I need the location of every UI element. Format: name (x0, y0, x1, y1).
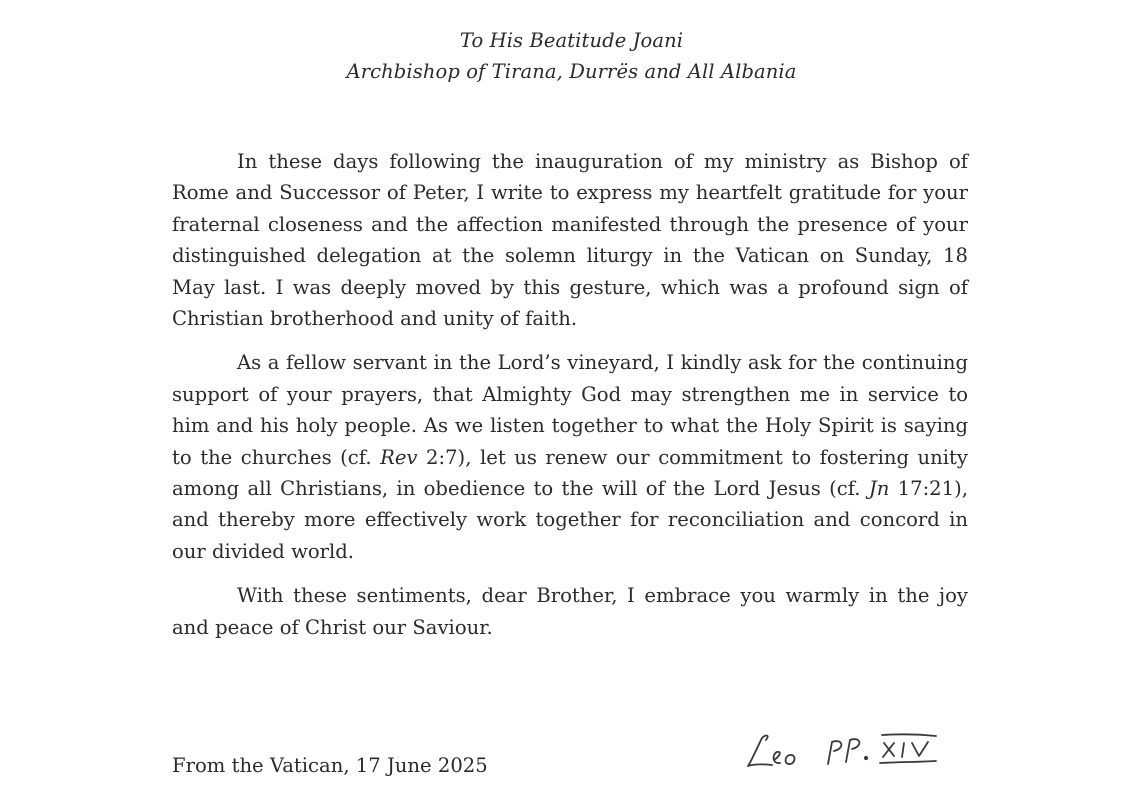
paragraph-1: In these days following the inauguration of my ministry as Bishop of Rome and Successor of Peter, I write to express my heartfelt gratitude for your fraternal closeness and the affection manifested through the presence of your distinguished delegation at the solemn liturgy in the Vatican on Sunday, 18 May last. I was deeply moved by this gesture, which was a profound sign of Christian brotherhood and unity of faith. (172, 150, 968, 331)
signature-image (742, 720, 942, 780)
paragraph-2-part-a: As a fellow servant in the Lord’s vineyard, I kindly ask for the continuing support of your prayers, that Almighty God may strengthen me in service to him and his holy people. As we listen together to what the Holy Spirit is saying to the churches (cf. (172, 351, 968, 469)
scripture-ref-jn: Jn (868, 477, 890, 501)
addressee-block (0, 25, 1129, 87)
paragraph-2-part-b: 2:7), let us renew our commitment to fostering unity among all Christians, in obedience to the will of the Lord Jesus (cf. (172, 445, 968, 501)
addressee-name: To His Beatitude Joani (459, 29, 684, 52)
closing-date: From the Vatican, 17 June 2025 (172, 754, 488, 777)
paragraph-2 (172, 347, 968, 567)
paragraph-2-part-c: 17:21), and thereby more effectively work together for reconciliation and concord in our divided world. (172, 477, 968, 563)
addressee-title: Archbishop of Tirana, Durrës and All Albania (346, 60, 797, 83)
paragraph-3: With these sentiments, dear Brother, I embrace you warmly in the joy and peace of Christ our Saviour. (172, 584, 968, 639)
letter-body (172, 146, 968, 643)
scripture-ref-rev: Rev (380, 445, 418, 469)
